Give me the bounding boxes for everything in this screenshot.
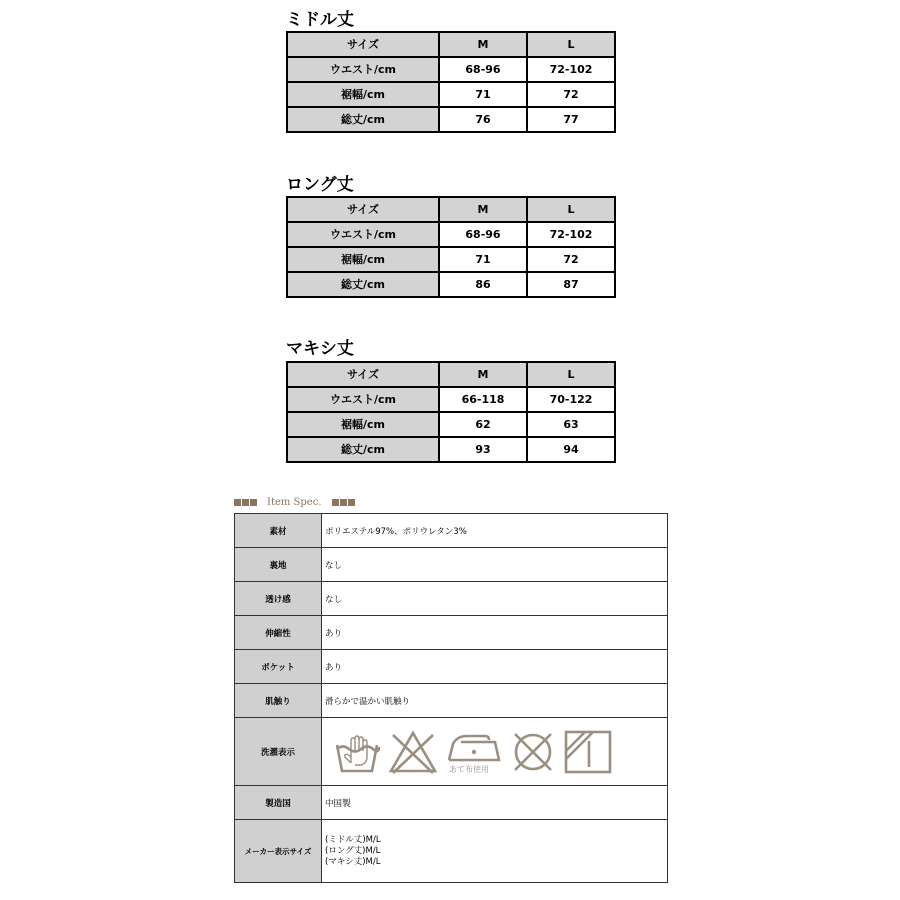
spec-value: あり xyxy=(322,650,668,684)
cell-value: 77 xyxy=(527,107,615,132)
row-label: ウエスト/cm xyxy=(287,222,439,247)
cell-value: 93 xyxy=(439,437,527,462)
cell-value: 66-118 xyxy=(439,387,527,412)
cell-value: 68-96 xyxy=(439,57,527,82)
cell-value: 94 xyxy=(527,437,615,462)
spec-value: あり xyxy=(322,616,668,650)
header-cell: サイズ xyxy=(287,362,439,387)
header-cell: L xyxy=(527,362,615,387)
cell-value: 68-96 xyxy=(439,222,527,247)
care-icons-cell xyxy=(322,718,668,786)
row-label: ウエスト/cm xyxy=(287,387,439,412)
row-label: 裾幅/cm xyxy=(287,247,439,272)
cell-value: 62 xyxy=(439,412,527,437)
section-title-long: ロング丈 xyxy=(286,175,354,195)
cell-value: 63 xyxy=(527,412,615,437)
line-dry-icon xyxy=(563,729,613,775)
cell-value: 72 xyxy=(527,247,615,272)
table-header-row xyxy=(287,197,615,222)
table-row xyxy=(287,82,615,107)
row-label: 裾幅/cm xyxy=(287,82,439,107)
spec-value-maker-size xyxy=(322,820,668,883)
section-title-maxi: マキシ丈 xyxy=(286,339,354,359)
table-row xyxy=(287,222,615,247)
item-spec-title: Item Spec. xyxy=(267,496,322,508)
table-row xyxy=(287,412,615,437)
spec-label: 肌触り xyxy=(235,684,322,718)
table-header-row xyxy=(287,32,615,57)
size-table-middle xyxy=(286,31,616,133)
row-label: 総丈/cm xyxy=(287,107,439,132)
maker-size-line: (ロング丈)M/L xyxy=(325,845,381,856)
spec-row-care xyxy=(235,718,668,786)
no-bleach-icon xyxy=(387,729,439,775)
spec-row-maker-size xyxy=(235,820,668,883)
spec-value: ポリエステル97%、ポリウレタン3% xyxy=(322,514,668,548)
size-table-maxi xyxy=(286,361,616,463)
table-row xyxy=(287,247,615,272)
spec-value: 滑らかで温かい肌触り xyxy=(322,684,668,718)
table-header-row xyxy=(287,362,615,387)
cell-value: 71 xyxy=(439,247,527,272)
header-cell: L xyxy=(527,197,615,222)
spec-label: 透け感 xyxy=(235,582,322,616)
header-cell: サイズ xyxy=(287,32,439,57)
item-spec-table xyxy=(234,513,668,883)
maker-size-line: (マキシ丈)M/L xyxy=(325,856,381,867)
cell-value: 72-102 xyxy=(527,222,615,247)
cell-value: 72 xyxy=(527,82,615,107)
row-label: 裾幅/cm xyxy=(287,412,439,437)
row-label: 総丈/cm xyxy=(287,437,439,462)
table-row xyxy=(287,387,615,412)
spec-label: メーカー表示サイズ xyxy=(235,820,322,883)
cell-value: 71 xyxy=(439,82,527,107)
low-iron-icon xyxy=(445,726,503,766)
spec-label: 洗濯表示 xyxy=(235,718,322,786)
row-label: ウエスト/cm xyxy=(287,57,439,82)
spec-label: ポケット xyxy=(235,650,322,684)
spec-label: 製造国 xyxy=(235,786,322,820)
item-spec-header xyxy=(234,495,355,509)
section-title-middle: ミドル丈 xyxy=(286,10,354,30)
spec-row-stretch xyxy=(235,616,668,650)
cell-value: 72-102 xyxy=(527,57,615,82)
cell-value: 87 xyxy=(527,272,615,297)
spec-row-origin xyxy=(235,786,668,820)
cell-value: 86 xyxy=(439,272,527,297)
row-label: 総丈/cm xyxy=(287,272,439,297)
hand-wash-icon xyxy=(333,729,381,775)
table-row xyxy=(287,107,615,132)
spec-label: 素材 xyxy=(235,514,322,548)
table-row xyxy=(287,57,615,82)
header-cell: M xyxy=(439,362,527,387)
maker-size-line: (ミドル丈)M/L xyxy=(325,834,381,845)
spec-value: なし xyxy=(322,548,668,582)
spec-row-texture xyxy=(235,684,668,718)
size-table-long xyxy=(286,196,616,298)
spec-value: なし xyxy=(322,582,668,616)
header-cell: M xyxy=(439,32,527,57)
spec-value: 中国製 xyxy=(322,786,668,820)
spec-label: 裏地 xyxy=(235,548,322,582)
no-tumble-dry-icon xyxy=(509,729,557,775)
iron-group xyxy=(445,726,503,778)
spec-row-lining xyxy=(235,548,668,582)
table-row xyxy=(287,272,615,297)
decorative-squares-right xyxy=(332,499,355,506)
header-cell: L xyxy=(527,32,615,57)
spec-label: 伸縮性 xyxy=(235,616,322,650)
header-cell: サイズ xyxy=(287,197,439,222)
spec-row-material xyxy=(235,514,668,548)
cell-value: 76 xyxy=(439,107,527,132)
spec-row-sheerness xyxy=(235,582,668,616)
cell-value: 70-122 xyxy=(527,387,615,412)
spec-row-pocket xyxy=(235,650,668,684)
iron-note: あて布使用 xyxy=(449,764,489,774)
table-row xyxy=(287,437,615,462)
header-cell: M xyxy=(439,197,527,222)
decorative-squares-left xyxy=(234,499,257,506)
